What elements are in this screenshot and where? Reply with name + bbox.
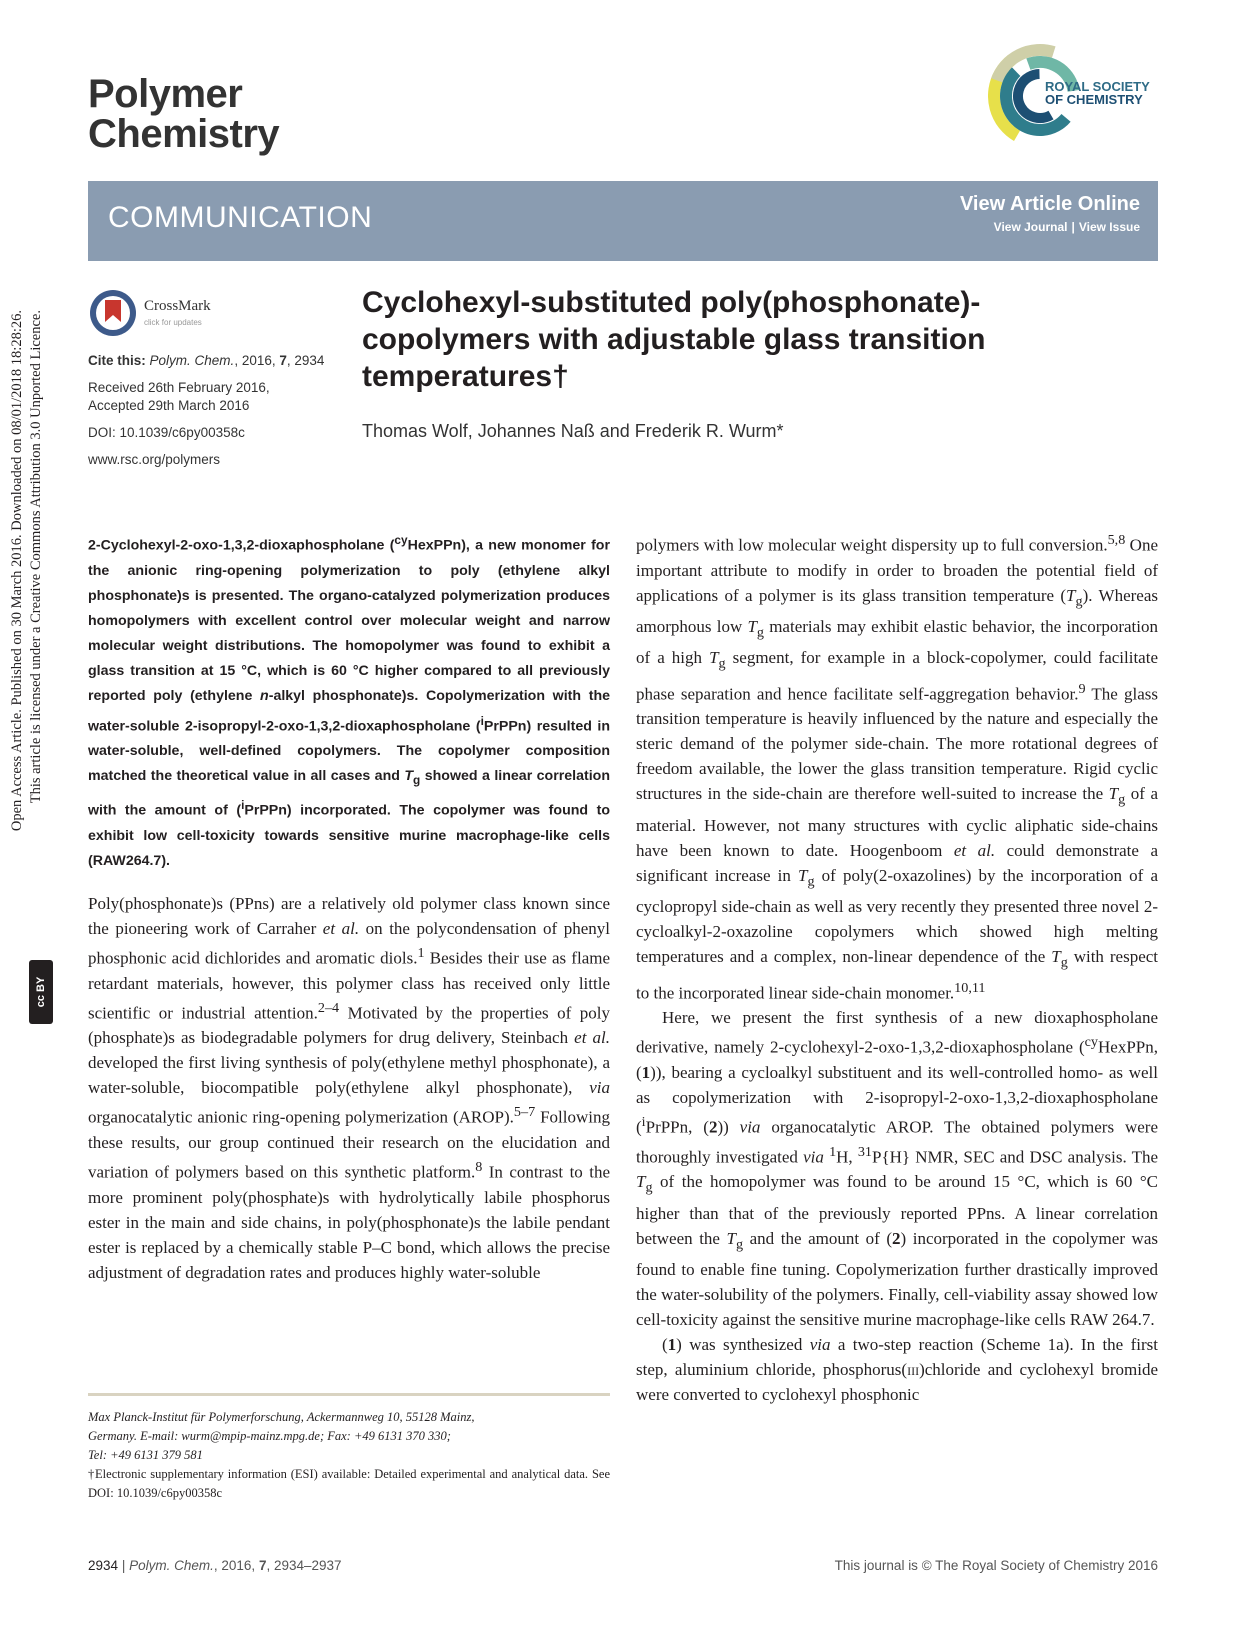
esi-note: †Electronic supplementary information (ESI) available: Detailed experimental and analytical data. See DOI: 10.1039/c6py00358c: [88, 1467, 610, 1500]
footnote-rule: [88, 1393, 610, 1396]
footnotes: [88, 1408, 610, 1503]
page-footer-left: [88, 1558, 342, 1573]
footer-pages: , 2934–2937: [266, 1558, 342, 1573]
view-issue-link[interactable]: View Issue: [1078, 220, 1140, 234]
article-meta: [88, 352, 328, 478]
view-article-online-link[interactable]: View Article Online: [959, 193, 1140, 215]
cc-badge-label: cc BY: [35, 976, 47, 1008]
cc-by-license-icon[interactable]: [29, 960, 53, 1024]
affiliation-line1: Max Planck-Institut für Polymerforschung, Ackermannweg 10, 55128 Mainz,: [88, 1410, 475, 1424]
doi[interactable]: DOI: 10.1039/c6py00358c: [88, 425, 245, 440]
crossmark-sublabel: click for updates: [144, 318, 202, 327]
rsc-logo-text: [1045, 80, 1150, 106]
footer-separator: |: [121, 1558, 126, 1573]
abstract: 2-Cyclohexyl-2-oxo-1,3,2-dioxaphospholane ($^{cy}$HexPPn), a new monomer for the anionic ring-opening polymerization to poly (ethylene alkyl phosphonate)s is presented. The organo-catalyzed polymerization produces homopolymers with excellent control over molecular weight and narrow molecular weight distributions. The homopolymer was found to exhibit a glass transition at 15 °C, which is 60 °C higher compared to all previously reported poly (ethylene n-alkyl phosphonate)s. Copolymerization with the water-soluble 2-isopropyl-2-oxo-1,3,2-dioxaphospholane ($^i$PrPPn) resulted in water-soluble, well-defined copolymers. The copolymer composition matched the theoretical value in all cases and $T_g$ showed a linear correlation with the amount of ($^i$PrPPn) incorporated. The copolymer was found to exhibit low cell-toxicity towards sensitive murine macrophage-like cells (RAW264.7).: [88, 533, 611, 870]
cite-label: Cite this:: [88, 353, 146, 368]
footer-journal: Polym. Chem.: [129, 1558, 214, 1573]
cite-year: , 2016,: [234, 353, 276, 368]
affiliation-line3: Tel: +49 6131 379 581: [88, 1448, 203, 1462]
journal-name-line1: Polymer: [88, 72, 243, 116]
received-date: Received 26th February 2016,: [88, 380, 270, 395]
crossmark-label: CrossMark: [144, 298, 211, 314]
dates: [88, 379, 328, 415]
rsc-logo-line1: ROYAL SOCIETY: [1045, 79, 1150, 94]
side-notice-text: [8, 310, 46, 970]
accepted-date: Accepted 29th March 2016: [88, 398, 250, 413]
article-title: Cyclohexyl-substituted poly(phosphonate)-copolymers with adjustable glass transition temperatures†: [362, 286, 986, 393]
side-notice-line1[interactable]: Open Access Article. Published on 30 March 2016. Downloaded on 08/01/2018 18:28:26.: [9, 310, 25, 832]
side-notice-line2[interactable]: This article is licensed under a Creative Commons Attribution 3.0 Unported Licence.: [28, 310, 44, 804]
banner-links: [960, 193, 1140, 234]
cite-page: , 2934: [286, 353, 325, 368]
view-journal-link[interactable]: View Journal: [993, 220, 1068, 234]
page-number: 2934: [88, 1558, 119, 1573]
article-authors: Thomas Wolf, Johannes Naß and Frederik R. Wurm*: [362, 421, 784, 441]
footer-volume: 7: [258, 1558, 267, 1573]
cite-volume: 7: [279, 353, 287, 368]
citation: [88, 352, 328, 370]
article-type: COMMUNICATION: [108, 201, 373, 234]
body-text-left: Poly(phosphonate)s (PPns) are a relatively old polymer class known since the pioneering work of Carraher et al. on the polycondensation of phenyl phosphonic acid dichlorides and aromatic diols.$^1$ Besides their use as flame retardant materials, however, this polymer class has received only little scientific or industrial attention.$^{2-4}$ Motivated by the properties of poly (phosphate)s as biodegradable polymers for drug delivery, Steinbach et al. developed the first living synthesis of poly(ethylene methyl phosphonate), a water-soluble, biocompatible poly(ethylene alkyl phosphonate), via organocatalytic anionic ring-opening polymerization (AROP).$^{5-7}$ Following these results, our group continued their research on the elucidation and variation of polymers based on this synthetic platform.$^8$ In contrast to the more prominent poly(phosphate)s with hydrolytically labile phosphorus ester in the main and side chains, in poly(phosphonate)s the labile pendant ester is replaced by a chemically stable P–C bond, which allows the precise adjustment of degradation rates and produces highly water-soluble: [88, 894, 611, 1282]
link-separator: |: [1071, 220, 1075, 234]
journal-name: [88, 74, 279, 154]
footer-year: , 2016,: [213, 1558, 256, 1573]
cite-journal: Polym. Chem.: [149, 353, 235, 368]
rsc-logo[interactable]: [988, 40, 1158, 152]
journal-url-link[interactable]: www.rsc.org/polymers: [88, 452, 221, 467]
open-access-notice: [8, 310, 60, 970]
crossmark-badge[interactable]: [88, 288, 228, 338]
affiliation-line2: Germany. E-mail: wurm@mpip-mainz.mpg.de; Fax: +49 6131 370 330;: [88, 1429, 451, 1443]
crossmark-icon: [88, 288, 138, 338]
body-text-right: polymers with low molecular weight dispersity up to full conversion.$^{5,8}$ One important attribute to modify in order to broaden the potential field of applications of a polymer is its glass transition temperature $(T_g)$. Whereas amorphous low $T_g$ materials may exhibit elastic behavior, the incorporation of a high $T_g$ segment, for example in a block-copolymer, could facilitate phase separation and hence facilitate self-aggregation behavior.$^9$ The glass transition temperature is heavily influenced by the nature and especially the steric demand of the polymer side-chain. The more rotational degrees of freedom available, the lower the glass transition temperature. Rigid cyclic structures in the side-chain are therefore well-suited to increase the $T_g$ of a material. However, not many structures with cyclic aliphatic side-chains have been known to date. Hoogenboom et al. could demonstrate a significant increase in $T_g$ of poly(2-oxazolines) by the incorporation of a cyclopropyl side-chain as well as very recently they presented three novel 2-cycloalkyl-2-oxazoline copolymers which showed high melting temperatures and a complex, non-linear dependence of the $T_g$ with respect to the incorporated linear side-chain monomer.$^{10,11}$ Here, we present the first synthesis of a new dioxaphospholane derivative, namely 2-cyclohexyl-2-oxo-1,3,2-dioxaphospholane ($^{cy}$HexPPn, (1)), bearing a cycloalkyl substituent and its well-controlled homo- as well as copolymerization with 2-isopropyl-2-oxo-1,3,2-dioxaphospholane ($^i$PrPPn, (2)) via organocatalytic AROP. The obtained polymers were thoroughly investigated via $^1$H, $^{31}$P{H} NMR, SEC and DSC analysis. The $T_g$ of the homopolymer was found to be around 15 °C, which is 60 °C higher than that of the previously reported PPns. A linear correlation between the $T_g$ and the amount of (2) incorporated in the copolymer was found to enable fine tuning. Copolymerization further drastically improved the water-solubility of the polymers. Finally, cell-viability assay showed low cell-toxicity against the sensitive murine macrophage-like cells RAW 264.7. (1) was synthesized via a two-step reaction (Scheme 1a). In the first step, aluminium chloride, phosphorus(iii)chloride and cyclohexyl bromide were converted to cyclohexyl phosphonic: [636, 532, 1159, 1405]
journal-name-line2: Chemistry: [88, 112, 280, 156]
rsc-logo-line2: OF CHEMISTRY: [1045, 92, 1143, 107]
copyright-notice: This journal is © The Royal Society of Chemistry 2016: [834, 1558, 1158, 1573]
journal-issue-links: [960, 220, 1140, 234]
article-type-banner: [88, 181, 1158, 261]
